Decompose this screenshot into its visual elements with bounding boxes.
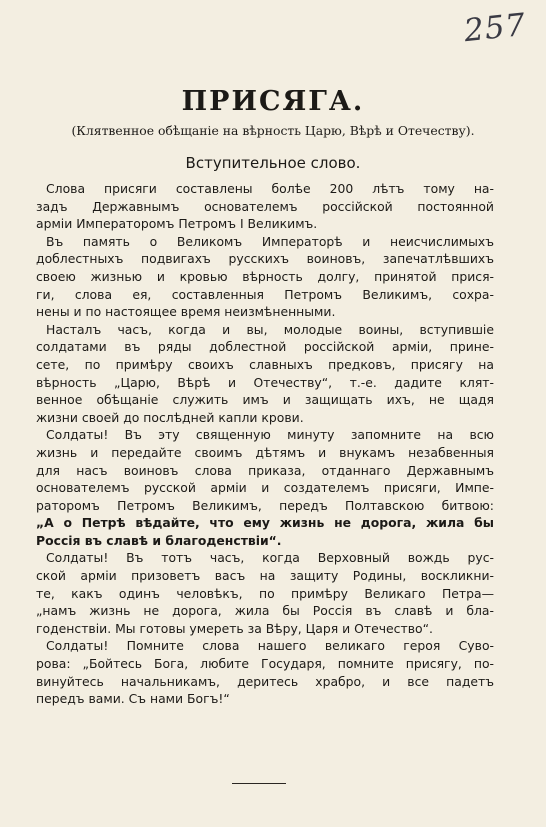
text-line: Слова присяги составлены болѣе 200 лѣтъ тому на- — [46, 181, 494, 196]
text-line: „намъ жизнь не дорога, жила бы Россія въ славѣ и бла- — [36, 603, 494, 619]
text-line: нены и по настоящее время неизмѣненными. — [36, 304, 336, 320]
text-line: венное обѣщаніе служить имъ и защищать ихъ, не щадя — [36, 392, 494, 408]
paragraph — [36, 321, 494, 427]
text-line: винуйтесь начальникамъ, деритесь храбро, и все падетъ — [36, 673, 494, 689]
text-line: Солдаты! Помните слова нашего великаго героя Суво- — [46, 638, 494, 654]
closing-divider — [232, 783, 286, 784]
text-line: ской арміи призоветъ васъ на защиту Родины, воскликни- — [36, 568, 494, 584]
text-line: доблестныхъ подвигахъ русскихъ воиновъ, запечатлѣвшихъ — [36, 251, 494, 267]
text-line: годенствіи. Мы готовы умереть за Вѣру, Царя и Отечество“. — [36, 620, 433, 636]
text-line: Насталъ часъ, когда и вы, молодые воины, вступившіе — [46, 321, 494, 337]
text-line: те, какъ одинъ человѣкъ, по примѣру Великаго Петра— — [36, 585, 494, 601]
text-line: основателемъ русской арміи и создателемъ присяги, Импе- — [36, 480, 494, 496]
text-line: передъ вами. Съ нами Богъ!“ — [36, 691, 230, 707]
text-line: жизнь и передайте своимъ дѣтямъ и внукамъ незабвенныя — [36, 444, 494, 460]
text-line: Въ память о Великомъ Императорѣ и неисчислимыхъ — [46, 233, 494, 249]
text-line: раторомъ Петромъ Великимъ, передъ Полтавскою битвою: — [36, 497, 494, 513]
paragraph — [36, 233, 494, 321]
document-subtitle: (Клятвенное обѣщаніе на вѣрность Царю, Вѣрѣ и Отечеству). — [71, 123, 475, 138]
paragraph — [36, 637, 494, 707]
section-heading: Вступительное слово. — [185, 154, 361, 172]
text-line: Россія въ славѣ и благоденствіи“. — [36, 532, 282, 548]
text-line: ги, слова ея, составленныя Петромъ Великимъ, сохра- — [36, 286, 494, 302]
text-line: солдатами въ ряды доблестной россійской арміи, прине- — [36, 339, 494, 355]
paragraph — [36, 549, 494, 637]
text-line: арміи Императоромъ Петромъ I Великимъ. — [36, 216, 318, 232]
text-line: Солдаты! Въ тотъ часъ, когда Верховный вождь рус- — [46, 550, 494, 566]
text-line: рова: „Бойтесь Бога, любите Государя, помните присягу, по- — [36, 656, 494, 672]
handwritten-page-number: 257 — [462, 6, 528, 50]
text-line: своею жизнью и кровью вѣрность долгу, принятой прися- — [36, 268, 494, 284]
paragraph — [36, 426, 494, 549]
text-line: „А о Петрѣ вѣдайте, что ему жизнь не дорога, жила бы — [36, 515, 494, 531]
text-line: вѣрность „Царю, Вѣрѣ и Отечеству“, т.-е. дадите клят- — [36, 374, 494, 390]
document-body — [36, 180, 494, 708]
text-line: для насъ воиновъ слова приказа, отданнаго Державнымъ — [36, 462, 494, 478]
paragraph — [36, 180, 494, 233]
text-line: сете, по примѣру своихъ славныхъ предковъ, присягу на — [36, 356, 494, 372]
text-line: Солдаты! Въ эту священную минуту запомните на всю — [46, 427, 494, 443]
document-title: ПРИСЯГА. — [181, 86, 365, 117]
text-line: жизни своей до послѣдней капли крови. — [36, 409, 304, 425]
text-line: задъ Державнымъ основателемъ россійской постоянной — [36, 198, 494, 214]
